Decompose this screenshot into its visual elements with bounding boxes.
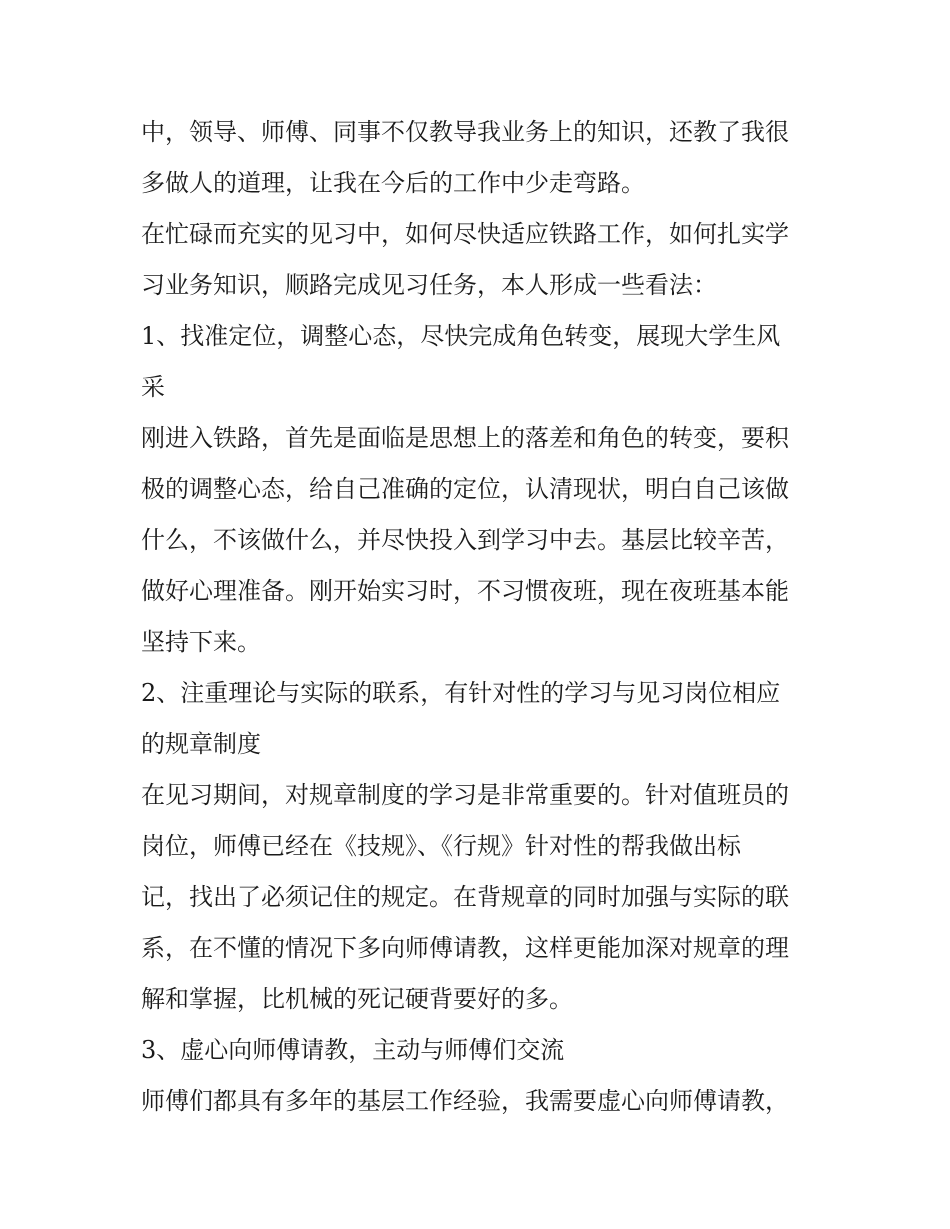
text-line: 多做人的道理，让我在今后的工作中少走弯路。 [141, 169, 645, 197]
text-line: 习业务知识，顺路完成见习任务，本人形成一些看法： [141, 271, 717, 299]
section-heading-2: 2、注重理论与实际的联系，有针对性的学习与见习岗位相应 [141, 679, 781, 707]
paragraph-line: 刚进入铁路，首先是面临是思想上的落差和角色的转变，要积 [141, 424, 789, 452]
text-line: 做好心理准备。刚开始实习时，不习惯夜班，现在夜班基本能 [141, 577, 789, 605]
paragraph-line: 师傅们都具有多年的基层工作经验，我需要虚心向师傅请教， [141, 1087, 789, 1115]
text-line: 什么，不该做什么，并尽快投入到学习中去。基层比较辛苦， [141, 526, 789, 554]
section-heading-1: 1、找准定位，调整心态，尽快完成角色转变，展现大学生风 [141, 322, 781, 350]
text-line: 极的调整心态，给自己准确的定位，认清现状，明白自己该做 [141, 475, 789, 503]
section-heading-3: 3、虚心向师傅请教，主动与师傅们交流 [141, 1036, 565, 1064]
text-line: 系，在不懂的情况下多向师傅请教，这样更能加深对规章的理 [141, 934, 789, 962]
text-line: 岗位，师傅已经在《技规》、《行规》针对性的帮我做出标 [141, 832, 741, 860]
paragraph-line: 在忙碌而充实的见习中，如何尽快适应铁路工作，如何扎实学 [141, 220, 789, 248]
section-heading-1-continued: 采 [141, 373, 165, 401]
text-line: 中，领导、师傅、同事不仅教导我业务上的知识，还教了我很 [141, 118, 789, 146]
text-line: 记，找出了必须记住的规定。在背规章的同时加强与实际的联 [141, 883, 789, 911]
body-text [141, 107, 821, 1127]
text-line: 坚持下来。 [141, 628, 261, 656]
text-line: 解和掌握，比机械的死记硬背要好的多。 [141, 985, 573, 1013]
section-heading-2-continued: 的规章制度 [141, 730, 261, 758]
paragraph-line: 在见习期间，对规章制度的学习是非常重要的。针对值班员的 [141, 781, 789, 809]
